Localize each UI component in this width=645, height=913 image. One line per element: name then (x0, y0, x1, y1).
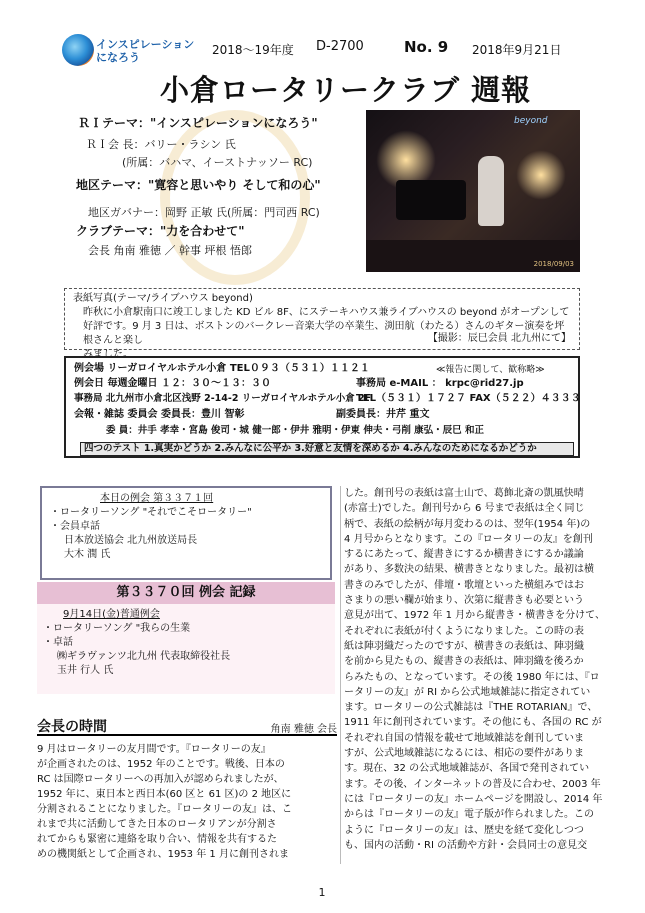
today-speaker-org: 日本放送協会 北九州放送局長 (64, 535, 198, 546)
themes-block (64, 110, 366, 288)
article-line: するにあたって、縦書きにするか横書きにするか議論 (344, 549, 584, 561)
president-line: 1952 年に、東日本と西日本(60 区と 61 区)の 2 地区に (37, 789, 292, 800)
issue-number: No. 9 (404, 38, 449, 56)
article-line: らみたもの、となっています。その後 1980 年には、『ロ (344, 671, 600, 683)
article-line: (赤富士)でした。創刊号から 6 号まで表紙は全く同じ (344, 503, 585, 515)
record-song: ・ロータリーソング "我らの生業 (43, 623, 191, 634)
article-line: 柄で、表紙の絵柄が毎月変わるのは、翌年(1954 年)の (344, 518, 591, 530)
president-line: れてからも緊密に連絡を取り合い、情報を共有するた (37, 834, 277, 845)
right-column-text (344, 486, 614, 853)
article-line: さまりの悪い欄が始まり、次第に縦書きも必要という (344, 595, 584, 607)
today-meeting-box (40, 486, 332, 580)
president-body (37, 742, 337, 862)
article-line: ます。ロータリーの公式雑誌は『THE ROTARIAN』で、 (344, 702, 598, 714)
article-line: それぞれに表紙が付くようになりました。この時の表 (344, 625, 584, 637)
office-email: 事務局 e-MAIL ： krpc@rid27.jp (356, 378, 524, 389)
president-line: めの機関紙として企画され、1953 年 1 月に創刊されま (37, 849, 289, 860)
president-line: 9 月はロータリーの友月間です。『ロータリーの友』 (37, 744, 271, 755)
president-line: 分割されることになりました。『ロータリーの友』は、こ (37, 804, 292, 815)
guitarist-shape (478, 156, 504, 226)
today-speaker-name: 大木 潤 氏 (64, 549, 111, 560)
president-line: れまで共に活動してきた日本のロータリアンが分割さ (37, 819, 277, 830)
article-line: ータリーの友』が RI から公式地域雑誌に指定されてい (344, 686, 591, 698)
column-divider (340, 486, 341, 864)
president-name: 角南 雅徳 会長 (270, 724, 337, 735)
officers: 会長 角南 雅徳 ／ 幹事 坪根 悟郎 (88, 244, 252, 257)
photo-timestamp: 2018/09/03 (533, 260, 574, 268)
today-talk-label: ・会員卓話 (50, 521, 100, 532)
record-date: 9月14日(金)普通例会 (63, 609, 160, 620)
cover-photo (366, 110, 580, 272)
article-line: すが、公式地域雑誌になるには、相応の要件がありま (344, 748, 584, 760)
ri-theme: ＲＩテーマ："インスピレーションになろう" (78, 116, 318, 130)
logo-text: インスピレーションになろう (96, 38, 195, 64)
article-line: それぞれ自国の情報を載せて地域雑誌を創刊していま (344, 732, 584, 744)
article-line: ます。その後、インターネットの普及に合わせ、2003 年 (344, 778, 601, 790)
year: 2018〜19年度 (212, 43, 294, 57)
article-line: 紙は陣羽織だったのですが、横書きの表紙は、陣羽織 (344, 640, 584, 652)
cover-text-1: 昨秋に小倉駅南口に竣工しました KD ビル 8F、にステーキハウス兼ライブハウスの beyond がオープンして好評です。9 月 3 日は、ボストンのバークレー音楽大学の卒業生、渕田航（わたる）さんのギター演奏を坪根さんと楽し (83, 307, 570, 346)
article-line: す。現在、32 の公式地域雑誌が、各国で発刊されてい (344, 763, 590, 775)
office-address: 事務局 北九州市小倉北区浅野 2-14-2 リーガロイヤルホテル小倉 2F (74, 393, 372, 404)
article-line: 1911 年に創刊されています。その他にも、各国の RC が (344, 717, 602, 729)
committee-members: 委 員：井手 孝幸・宮島 俊司・城 健一郎・伊井 雅明・伊東 伸夫・弓削 康弘・辰巳 和正 (106, 425, 484, 436)
report-note: ≪報告に関して、歓称略≫ (436, 365, 545, 375)
record-talk-label: ・卓話 (43, 637, 73, 648)
article-line: 4 月号からとなります。この『ロータリーの友』を創刊 (344, 533, 593, 545)
president-line: が企画されたのは、1952 年のことです。戦後、日本の (37, 759, 285, 770)
club-info-box (64, 356, 580, 458)
president-heading (37, 716, 337, 736)
article-line: した。創刊号の表紙は富士山で、葛飾北斎の凱風快晴 (344, 488, 584, 499)
photo-sign: beyond (514, 116, 548, 126)
district-code: D-2700 (316, 39, 364, 54)
article-line: を前から見たもの、縦書きの表紙は、陣羽織を後ろか (344, 656, 584, 668)
ri-president: ＲＩ会 長：バリー・ラシン 氏 (86, 138, 236, 151)
committee-chair: 会報・雑誌 委員会 委員長：豊川 智彰 (74, 409, 245, 420)
article-line: ように『ロータリーの友』は、歴史を経て変化しつつ (344, 824, 584, 836)
four-way-test: 四つのテスト 1.真実かどうか 2.みんなに公平か 3.好意と友情を深めるか 4.みんなのためになるかどうか (80, 442, 574, 456)
article-line: からは『ロータリーの友』電子版が作られました。この (344, 809, 594, 821)
cover-credit: 【撮影：辰巳会員 北九州にて】 (427, 333, 571, 344)
president-title: 会長の時間 (37, 719, 107, 735)
cover-heading: 表紙写真(テーマ/ライブハウス beyond) (73, 293, 253, 304)
article-line: も、国内の活動・RI の活動や方針・会員同士の意見交 (344, 839, 588, 851)
record-box (37, 604, 335, 694)
piano-shape (396, 180, 466, 220)
ri-president-club: (所属：バハマ、イーストナッソー RC) (122, 156, 313, 169)
club-theme: クラブテーマ："力を合わせて" (76, 224, 245, 238)
issue-date: 2018年9月21日 (472, 43, 562, 57)
office-tel: TEL（５３１）１７２７ FAX（５２２）４３３３ (356, 393, 581, 404)
record-speaker-org: ㈱ギラヴァンツ北九州 代表取締役社長 (57, 651, 231, 662)
article-line: があり、多数決の結果、横書きとなりました。最初は横 (344, 564, 594, 576)
article-line: には『ロータリーの友』ホームページを開設し、2014 年 (344, 793, 603, 805)
governor: 地区ガバナー：岡野 正敏 氏(所属：門司西 RC) (88, 206, 320, 219)
district-theme: 地区テーマ："寛容と思いやり そして和の心" (76, 178, 321, 192)
page-number: 1 (318, 886, 326, 899)
venue: 例会場 リーガロイヤルホテル小倉 TEL０９３（５３１）１１２１ (74, 363, 370, 374)
committee-vice: 副委員長：井芹 重文 (336, 409, 430, 420)
cover-caption-box (64, 288, 580, 360)
record-speaker-name: 玉井 行人 氏 (57, 665, 114, 676)
today-song: ・ロータリーソング "それでこそロータリー" (50, 507, 252, 518)
meeting-time: 例会日 毎週金曜日 １２：３０〜１３：３０ (74, 378, 271, 389)
page-title: 小倉ロータリークラブ 週報 (160, 73, 532, 107)
record-banner: 第３３７０回 例会 記録 (37, 582, 335, 604)
logo-icon (62, 34, 94, 66)
today-title: 本日の例会 第３３７１回 (100, 493, 214, 504)
article-line: 書きのみでしたが、俳壇・歌壇といった横組みではお (344, 579, 584, 591)
cover-text-2: みました。 (83, 349, 133, 360)
president-line: RC は国際ロータリーへの再加入が認められましたが、 (37, 774, 284, 785)
article-line: 意見が出て、1972 年 1 月から縦書き・横書きを分けて、 (344, 610, 605, 622)
